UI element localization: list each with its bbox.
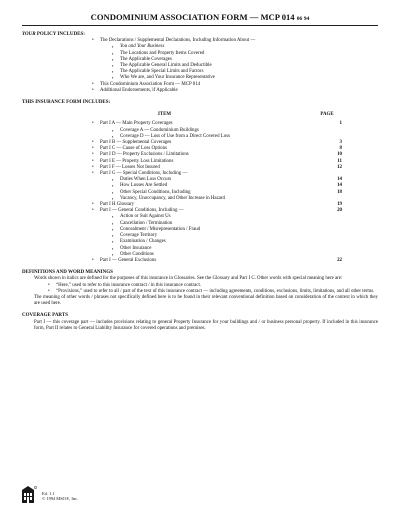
form-title: CONDOMINIUM ASSOCIATION FORM — MCP 014 (90, 12, 295, 22)
policy-item: • Additional Endorsements, if Applicable (22, 88, 378, 94)
toc-item-label: ▪ Examination / Changes (22, 239, 312, 245)
toc-item-label: ▪ Other Insurance (22, 246, 312, 252)
policy-item: ▪ Who We are, and Your Insurance Representative (22, 75, 378, 81)
definitions-heading: DEFINITIONS AND WORD MEANINGS (22, 270, 113, 276)
toc-item-page: 10 (337, 152, 342, 158)
toc-item-page: 22 (337, 257, 342, 263)
coverage-parts-text: Part I — this coverage part — includes provisions relating to general Property Insurance for your buildings and / or business personal property. If included in this insurance form, Part II relates to General Liability Insurance for covered operations and premises. (34, 319, 378, 331)
definitions-list (22, 283, 378, 295)
form-includes-heading: THIS INSURANCE FORM INCLUDES: (22, 100, 111, 106)
toc-item-page: 3 (339, 140, 342, 146)
toc-header (22, 112, 378, 118)
toc-item-label: ▪ Duties When Loss Occurs (22, 177, 312, 183)
footer-edition: Ed. 1.1 (42, 491, 55, 496)
policy-item: ▪ The Locations and Property Items Covered (22, 51, 378, 57)
toc-item-label: • Part I B — Supplemental Coverages (22, 140, 312, 146)
form-edition: 06 94 (296, 16, 310, 22)
coverage-parts-heading: COVERAGE PARTS (22, 313, 68, 319)
document-page (22, 12, 378, 332)
toc-item-label: ▪ Concealment / Misrepresentation / Fraud (22, 227, 312, 233)
definition-item: • “Here,” used to refer to this insurance contract / in this insurance contract. (22, 283, 378, 289)
toc-col-item: ITEM (157, 112, 172, 118)
toc-item-label: ▪ Coverage Territory (22, 233, 312, 239)
toc-item-label: ▪ Vacancy, Unoccupancy, and Other Increase in Hazard (22, 196, 312, 202)
toc-item-page: 11 (337, 158, 342, 164)
toc-item-label: • Part I D — Property Exclusions / Limitations (22, 152, 312, 158)
toc-item-label: ▪ Action or Suit Against Us (22, 214, 312, 220)
toc-item-page: 19 (337, 202, 342, 208)
page-footer (22, 486, 78, 503)
definitions-closing: The meaning of other words / phrases not specifically defined here is to be found in their relevant conventional definition based on consideration of the context in which they are used here. (34, 294, 378, 307)
footer-text (42, 491, 78, 502)
mso-logo-icon (22, 486, 37, 503)
toc-item-label: • Part I H Glossary (22, 202, 312, 208)
toc-row (22, 258, 378, 264)
toc-item-label: ▪ Other Conditions (22, 252, 312, 258)
policy-item: ▪ You and Your Business (22, 44, 378, 50)
toc-item-label: ▪ Other Special Conditions, Including (22, 190, 312, 196)
footer-copyright: © 1994 MSO®, Inc. (42, 496, 79, 502)
toc-item-page: 1 (339, 121, 342, 127)
toc-item-label: • Part I C — Cause of Loss Options (22, 146, 312, 152)
toc-item-label: ▪ Cancellation / Termination (22, 221, 312, 227)
toc-item-label: ▪ Coverage A — Condominium Buildings (22, 128, 312, 134)
toc-item-page: 14 (337, 183, 342, 189)
policy-item: ▪ The Applicable Special Limits and Factors (22, 69, 378, 75)
toc-item-label: • Part I F — Losses Not Insured (22, 165, 312, 171)
policy-item: ▪ The Applicable General Limits and Deductible (22, 63, 378, 69)
toc-item-page: 14 (337, 177, 342, 183)
toc-item-label: ▪ Coverage D — Loss of Use from a Direct Covered Loss (22, 134, 312, 140)
page-title (22, 12, 378, 26)
toc-item-label: • Part I A — Main Property Coverages (22, 121, 312, 127)
toc-item-label: • Part I — General Conditions, Including — (22, 208, 312, 214)
toc-item-page: 18 (337, 189, 342, 195)
toc-col-page: PAGE (320, 112, 334, 118)
policy-includes-list (22, 38, 378, 94)
policy-item: • The Declarations / Supplemental Declarations, Including Information About — (22, 38, 378, 44)
definitions-intro: Words shown in italics are defined for the purposes of this insurance in Glossaries. See the Glossary and Part I C. Other words with special meaning here are: (34, 276, 343, 282)
toc-item-label: • Part I E — Property Loss Limitations (22, 159, 312, 165)
toc-item-page: 8 (339, 146, 342, 152)
toc-item-label: • Part I G — Special Conditions, Including — (22, 171, 312, 177)
policy-item: • This Condominium Association Form — MCP 014 (22, 82, 378, 88)
toc-item-page: 20 (337, 208, 342, 214)
policy-heading-rest: POLICY INCLUDES: (35, 32, 85, 37)
toc-item-page: 12 (337, 164, 342, 170)
toc-item-label: ▪ How Losses Are Settled (22, 183, 312, 189)
toc-item-label: • Part I — General Exclusions (22, 258, 312, 264)
policy-item: ▪ The Applicable Coverages (22, 57, 378, 63)
definition-item: • “Provisions,” used to refer to all / part of the text of this insurance contract — including agreements, conditions, exclusions, limits, limitations, and all other terms. (22, 289, 378, 295)
policy-heading-prefix: YOUR (22, 32, 36, 37)
toc-list (22, 121, 378, 264)
